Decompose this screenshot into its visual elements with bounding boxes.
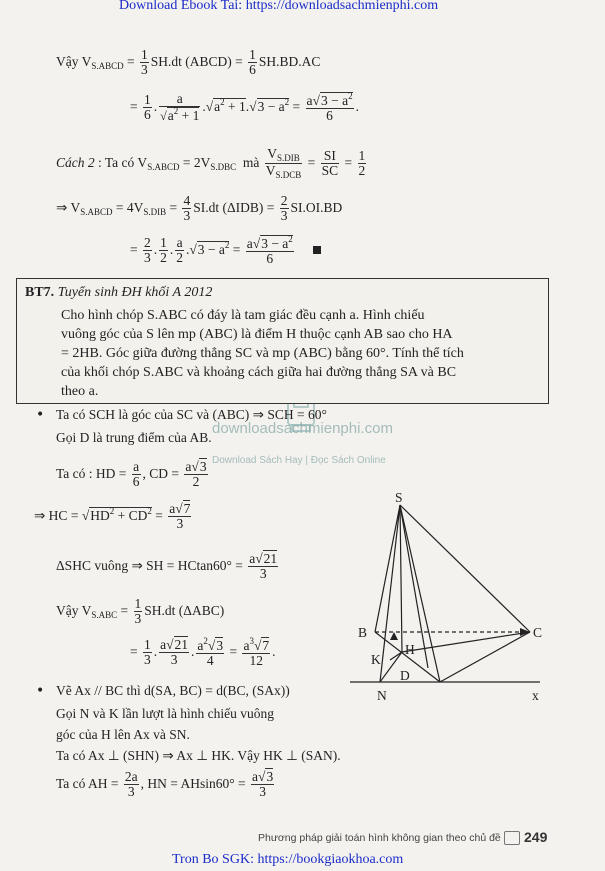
header-link[interactable]: Download Ebook Tai: https://downloadsachmienphi.com (119, 0, 439, 13)
page-number: 249 (524, 829, 548, 845)
problem-line-1: Cho hình chóp S.ABC có đáy là tam giác đều cạnh a. Hình chiếu (61, 308, 425, 323)
label-h: H (405, 642, 415, 657)
sol-line-12: Ta có AH = $\frac{2a}{3}$ , HN = AHsin60° = $\frac{a√3}{3}$ (56, 769, 274, 800)
problem-box (16, 278, 549, 404)
end-square-icon (313, 246, 321, 254)
book-icon (504, 831, 520, 845)
watermark-site: downloadsachmienphi.com (212, 420, 393, 437)
sol-line-4: ⇒ HC = $√HD^2 + CD^2$ = $\frac{a√7}{3}$ (34, 501, 191, 532)
eq-vay-vsabcd: Vậy $V_{S.ABCD}$ = $\frac{1}{3}$ SH.dt (ABCD) = $\frac{1}{6}$ SH.BD.AC (56, 47, 321, 78)
problem-line-2: vuông góc của S lên mp (ABC) là điểm H thuộc cạnh AB sao cho HA (61, 327, 453, 342)
watermark-tagline: Download Sách Hay | Đọc Sách Online (212, 455, 386, 466)
problem-line-3: = 2HB. Góc giữa đường thẳng SC và mp (ABC) bằng 60°. Tính thể tích (61, 346, 464, 361)
sol-line-10: góc của H lên Ax và SN. (56, 727, 190, 742)
eq-substitution: = $\frac{1}{6}$ . $\frac{a}{√a^2 + 1}$ $.√a^2 + 1.√3 - a^2$ = $\frac{a√3 - a^2}{6}$ . (130, 91, 359, 124)
sol-line-2: Gọi D là trung điểm của AB. (56, 430, 212, 445)
eq-final-top: = $\frac{2}{3}$ . $\frac{1}{2}$ . $\frac{a}{2}$ $.√3 - a^2$ = $\frac{a√3 - a^2}{6}$ (130, 235, 321, 266)
problem-line-5: theo a. (61, 384, 99, 399)
sol-line-8: Vẽ Ax // BC thì d(SA, BC) = d(BC, (SAx)) (56, 683, 290, 698)
pyramid-figure (350, 490, 590, 710)
problem-line-4: của khối chóp S.ABC và khoảng cách giữa hai đường thẳng SA và BC (61, 365, 457, 380)
label-s: S (395, 490, 403, 505)
label-d: D (400, 668, 410, 683)
eq-cach2: Cách 2 : Ta có $V_{S.ABCD} = 2V_{S.DBC}$ mà $\frac{V_{S.DIB}}{V_{S.DCB}}$ = $\frac{SI}{SC}$ = $\frac{1}{2}$ (56, 146, 366, 181)
footer-text: Phương pháp giải toán hình không gian theo chủ đề (258, 832, 501, 844)
bullet-1: • (36, 407, 45, 423)
sol-line-3: Ta có : HD = $\frac{a}{6}$ , CD = $\frac{a√3}{2}$ (56, 459, 207, 490)
label-k: K (371, 652, 381, 667)
label-c: C (533, 625, 543, 640)
label-x: x (532, 688, 539, 703)
problem-heading: BT7. Tuyển sinh ĐH khối A 2012 (25, 285, 213, 300)
sol-line-6: Vậy $V_{S.ABC}$ = $\frac{1}{3}$ SH.dt (ΔABC) (56, 596, 225, 627)
label-n: N (377, 688, 387, 703)
label-b: B (358, 625, 368, 640)
sol-line-9: Gọi N và K lần lượt là hình chiếu vuông (56, 706, 275, 721)
sol-line-5: ΔSHC vuông ⇒ SH = HCtan60° = $\frac{a√21}{3}$ (56, 551, 278, 582)
sol-line-7: = $\frac{1}{3}$ . $\frac{a√21}{3}$ . $\frac{a^2√3}{4}$ = $\frac{a^3√7}{12}$ . (130, 636, 276, 669)
footer-link[interactable]: Tron Bo SGK: https://bookgiaokhoa.com (172, 852, 404, 867)
eq-implies-vsabcd: ⇒ $V_{S.ABCD} = 4V_{S.DIB}$ = $\frac{4}{3}$ SI.dt (ΔIDB) = $\frac{2}{3}$ SI.OI.BD (56, 193, 343, 224)
sol-line-1: Ta có SCH là góc của SC và (ABC) ⇒ SCH = 60° (56, 407, 327, 422)
bullet-2: • (36, 683, 45, 699)
sol-line-11: Ta có Ax ⊥ (SHN) ⇒ Ax ⊥ HK. Vậy HK ⊥ (SAN). (56, 748, 341, 763)
